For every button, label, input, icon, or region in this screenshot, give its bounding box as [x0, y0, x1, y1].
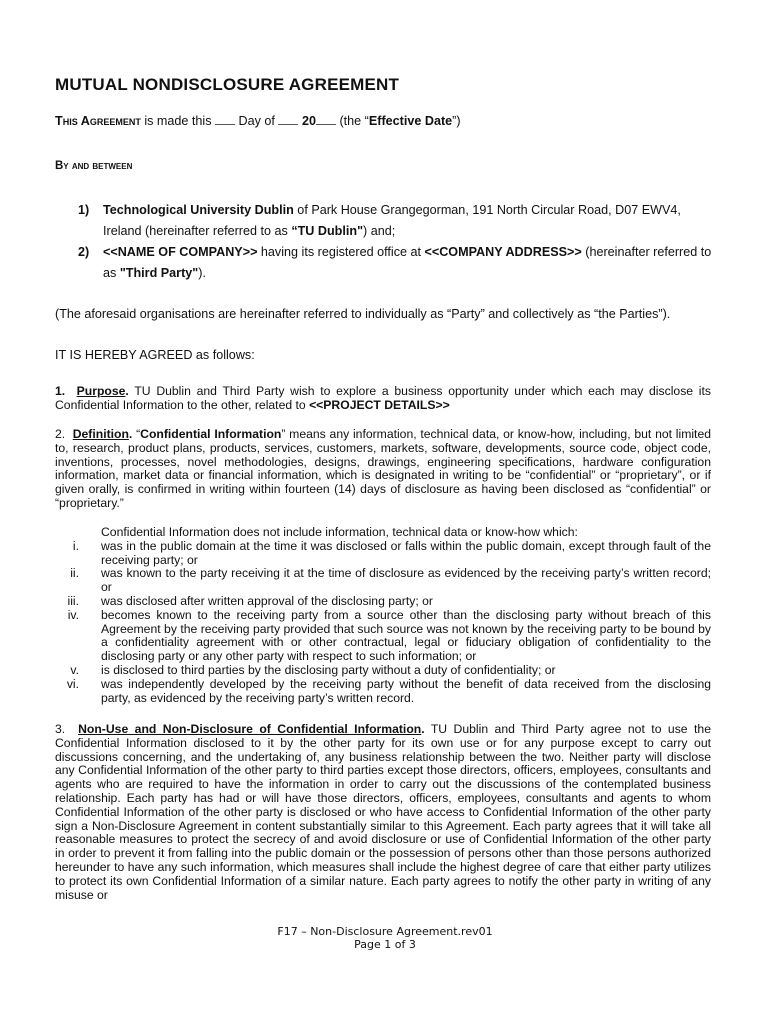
party-1-name: Technological University Dublin	[103, 203, 294, 217]
month-blank	[278, 114, 298, 125]
section-2-heading: Definition	[72, 427, 129, 441]
section-definition: 2. Definition. “Confidential Information” means any information, technical data, or know-how, including, but not limited to, research, product plans, products, services, customers, markets, software, developments, source code, object code, inventions, processes, novel methodologies, designs, drawings, engineering specifications, hardware configuration information, market data or financial information, which is designated in writing to be “confidential” or “proprietary”, or if given orally, is confirmed in writing within fourteen (14) days of disclosure as having been disclosed as “confidential” or “proprietary.”	[55, 427, 711, 510]
exclusion-item: iv. becomes known to the receiving party from a source other than the disclosing party without breach of this Agreement by the receiving party provided that such source was not known by the receiving party to be bound by a confidentiality agreement with or other contractual, legal or fiduciary obligation of confidentiality to the disclosing party or any other party with respect to such information; or	[67, 607, 711, 664]
by-and-between: By and between	[55, 160, 133, 172]
year-blank	[316, 114, 336, 125]
party-1: 1) Technological University Dublin of Park House Grangegorman, 191 North Circular Road, D07 EWV4, Ireland (hereinafter referred to as “TU Dublin") and;	[78, 200, 718, 242]
party-2-short-name: "Third Party"	[119, 266, 199, 280]
effective-date-line: This Agreement is made this Day of 20 (the “Effective Date”)	[55, 114, 461, 128]
confidential-information-term: Confidential Information	[140, 427, 282, 441]
party-2-address: <<COMPANY ADDRESS>>	[424, 245, 582, 259]
section-3-heading: Non-Use and Non-Disclosure of Confidential Information	[78, 722, 422, 736]
aforesaid-paragraph: (The aforesaid organisations are hereinafter referred to individually as “Party” and collectively as “the Parties”).	[55, 307, 671, 321]
exclusions-list	[55, 526, 711, 705]
party-1-short-name: “TU Dublin"	[291, 224, 364, 238]
exclusion-item: v. is disclosed to third parties by the disclosing party without a duty of confidentiality; or	[70, 662, 556, 677]
page-footer	[0, 925, 770, 951]
agreement-lead: This Agreement	[55, 114, 141, 128]
hereby-agreed: IT IS HEREBY AGREED as follows:	[55, 348, 255, 362]
document-title: MUTUAL NONDISCLOSURE AGREEMENT	[55, 75, 400, 94]
year-prefix: 20	[301, 114, 316, 128]
exclusions-intro: Confidential Information does not include information, technical data or know-how which:	[101, 525, 578, 539]
exclusion-item: i. was in the public domain at the time it was disclosed or falls within the public domain, except through fault of the receiving party; or	[72, 538, 711, 567]
exclusion-item: vi. was independently developed by the receiving party without the benefit of data received from the disclosing party, as evidenced by the receiving party’s written record.	[66, 676, 711, 705]
party-2-name: <<NAME OF COMPANY>>	[103, 245, 258, 259]
section-purpose: 1. Purpose. TU Dublin and Third Party wish to explore a business opportunity under which each may disclose its Confidential Information to the other, related to <<PROJECT DETAILS>>	[55, 384, 711, 412]
party-2-number: 2)	[78, 245, 90, 259]
section-1-heading: Purpose	[76, 384, 126, 398]
footer-document-id: F17 – Non-Disclosure Agreement.rev01	[277, 925, 493, 938]
footer-page-number: Page 1 of 3	[354, 938, 416, 951]
exclusion-item: ii. was known to the party receiving it at the time of disclosure as evidenced by the receiving party’s written record; or	[70, 566, 711, 595]
section-non-use: 3. Non-Use and Non-Disclosure of Confidential Information. TU Dublin and Third Party agree not to use the Confidential Information disclosed to it by the other party for its own use or for any purpose except to carry out discussions concerning, and the undertaking of, any business relationship between the two. Neither party will disclose any Confidential Information of the other party to third parties except those directors, officers, employees, consultants and agents who are required to have the information in order to carry out the discussions of the contemplated business relationship. Each party has had or will have those directors, officers, employees, consultants and agents to whom Confidential Information of the other party is disclosed or who have access to Confidential Information of the other party sign a Non-Disclosure Agreement in content substantially similar to this Agreement. Each party agrees that it will take all reasonable measures to protect the secrecy of and avoid disclosure or use of Confidential Information of the other party in order to prevent it from falling into the public domain or the possession of persons other than those persons authorized hereunder to have any such information, which measures shall include the highest degree of care that either party utilizes to protect its own Confidential Information of a similar nature. Each party agrees to notify the other party in writing of any misuse or	[55, 722, 711, 902]
exclusion-item: iii. was disclosed after written approval of the disclosing party; or	[67, 593, 433, 608]
project-details: <<PROJECT DETAILS>>	[309, 397, 450, 412]
party-2: 2) <<NAME OF COMPANY>> having its registered office at <<COMPANY ADDRESS>> (hereinafter referred to as "Third Party").	[78, 242, 718, 284]
effective-date-term: Effective Date	[368, 114, 453, 128]
day-blank	[215, 114, 235, 125]
party-1-number: 1)	[78, 203, 90, 217]
